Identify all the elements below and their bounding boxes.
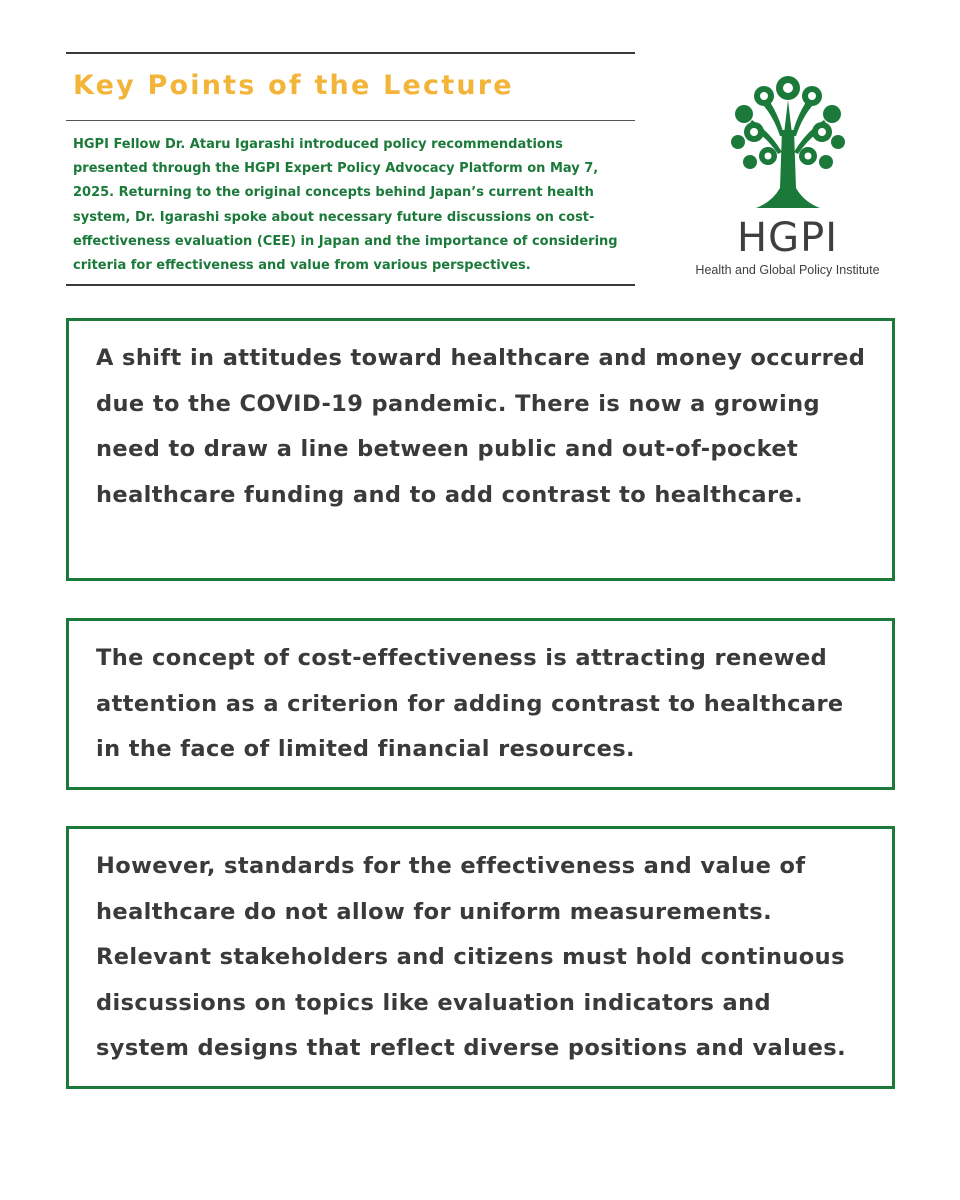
intro-paragraph: HGPI Fellow Dr. Ataru Igarashi introduced policy recommendations presented through the HGPI Expert Policy Advocacy Platform on May 7, 2025. Returning to the original concepts behind Japan’s current health system, Dr. Igarashi spoke about necessary future discussions on cost-effectiveness evaluation (CEE) in Japan and the importance of considering criteria for effectiveness and value from various perspectives.	[73, 137, 618, 274]
page-title: Key Points of the Lecture	[73, 70, 514, 101]
key-point-box	[66, 318, 895, 581]
logo-tagline: Health and Global Policy Institute	[695, 263, 880, 277]
key-point-text: However, standards for the effectiveness and value of healthcare do not allow for uniform measurements. Relevant stakeholders and citizens must hold continuous discussions on topics like evaluation indicators and system designs that reflect diverse positions and values.	[96, 853, 847, 1061]
bottom-rule	[66, 284, 635, 286]
key-point-text: The concept of cost-effectiveness is attracting renewed attention as a criterion for adding contrast to healthcare in the face of limited financial resources.	[96, 645, 844, 762]
hgpi-logo	[680, 70, 895, 285]
key-point-text: A shift in attitudes toward healthcare and money occurred due to the COVID-19 pandemic. There is now a growing need to draw a line between public and out-of-pocket healthcare funding and to add contrast to healthcare.	[96, 345, 866, 508]
logo-wordmark: HGPI	[737, 215, 838, 261]
key-point-box	[66, 826, 895, 1089]
top-rule	[66, 52, 635, 54]
title-divider	[66, 120, 635, 121]
key-point-box	[66, 618, 895, 790]
tree-icon	[724, 70, 852, 212]
